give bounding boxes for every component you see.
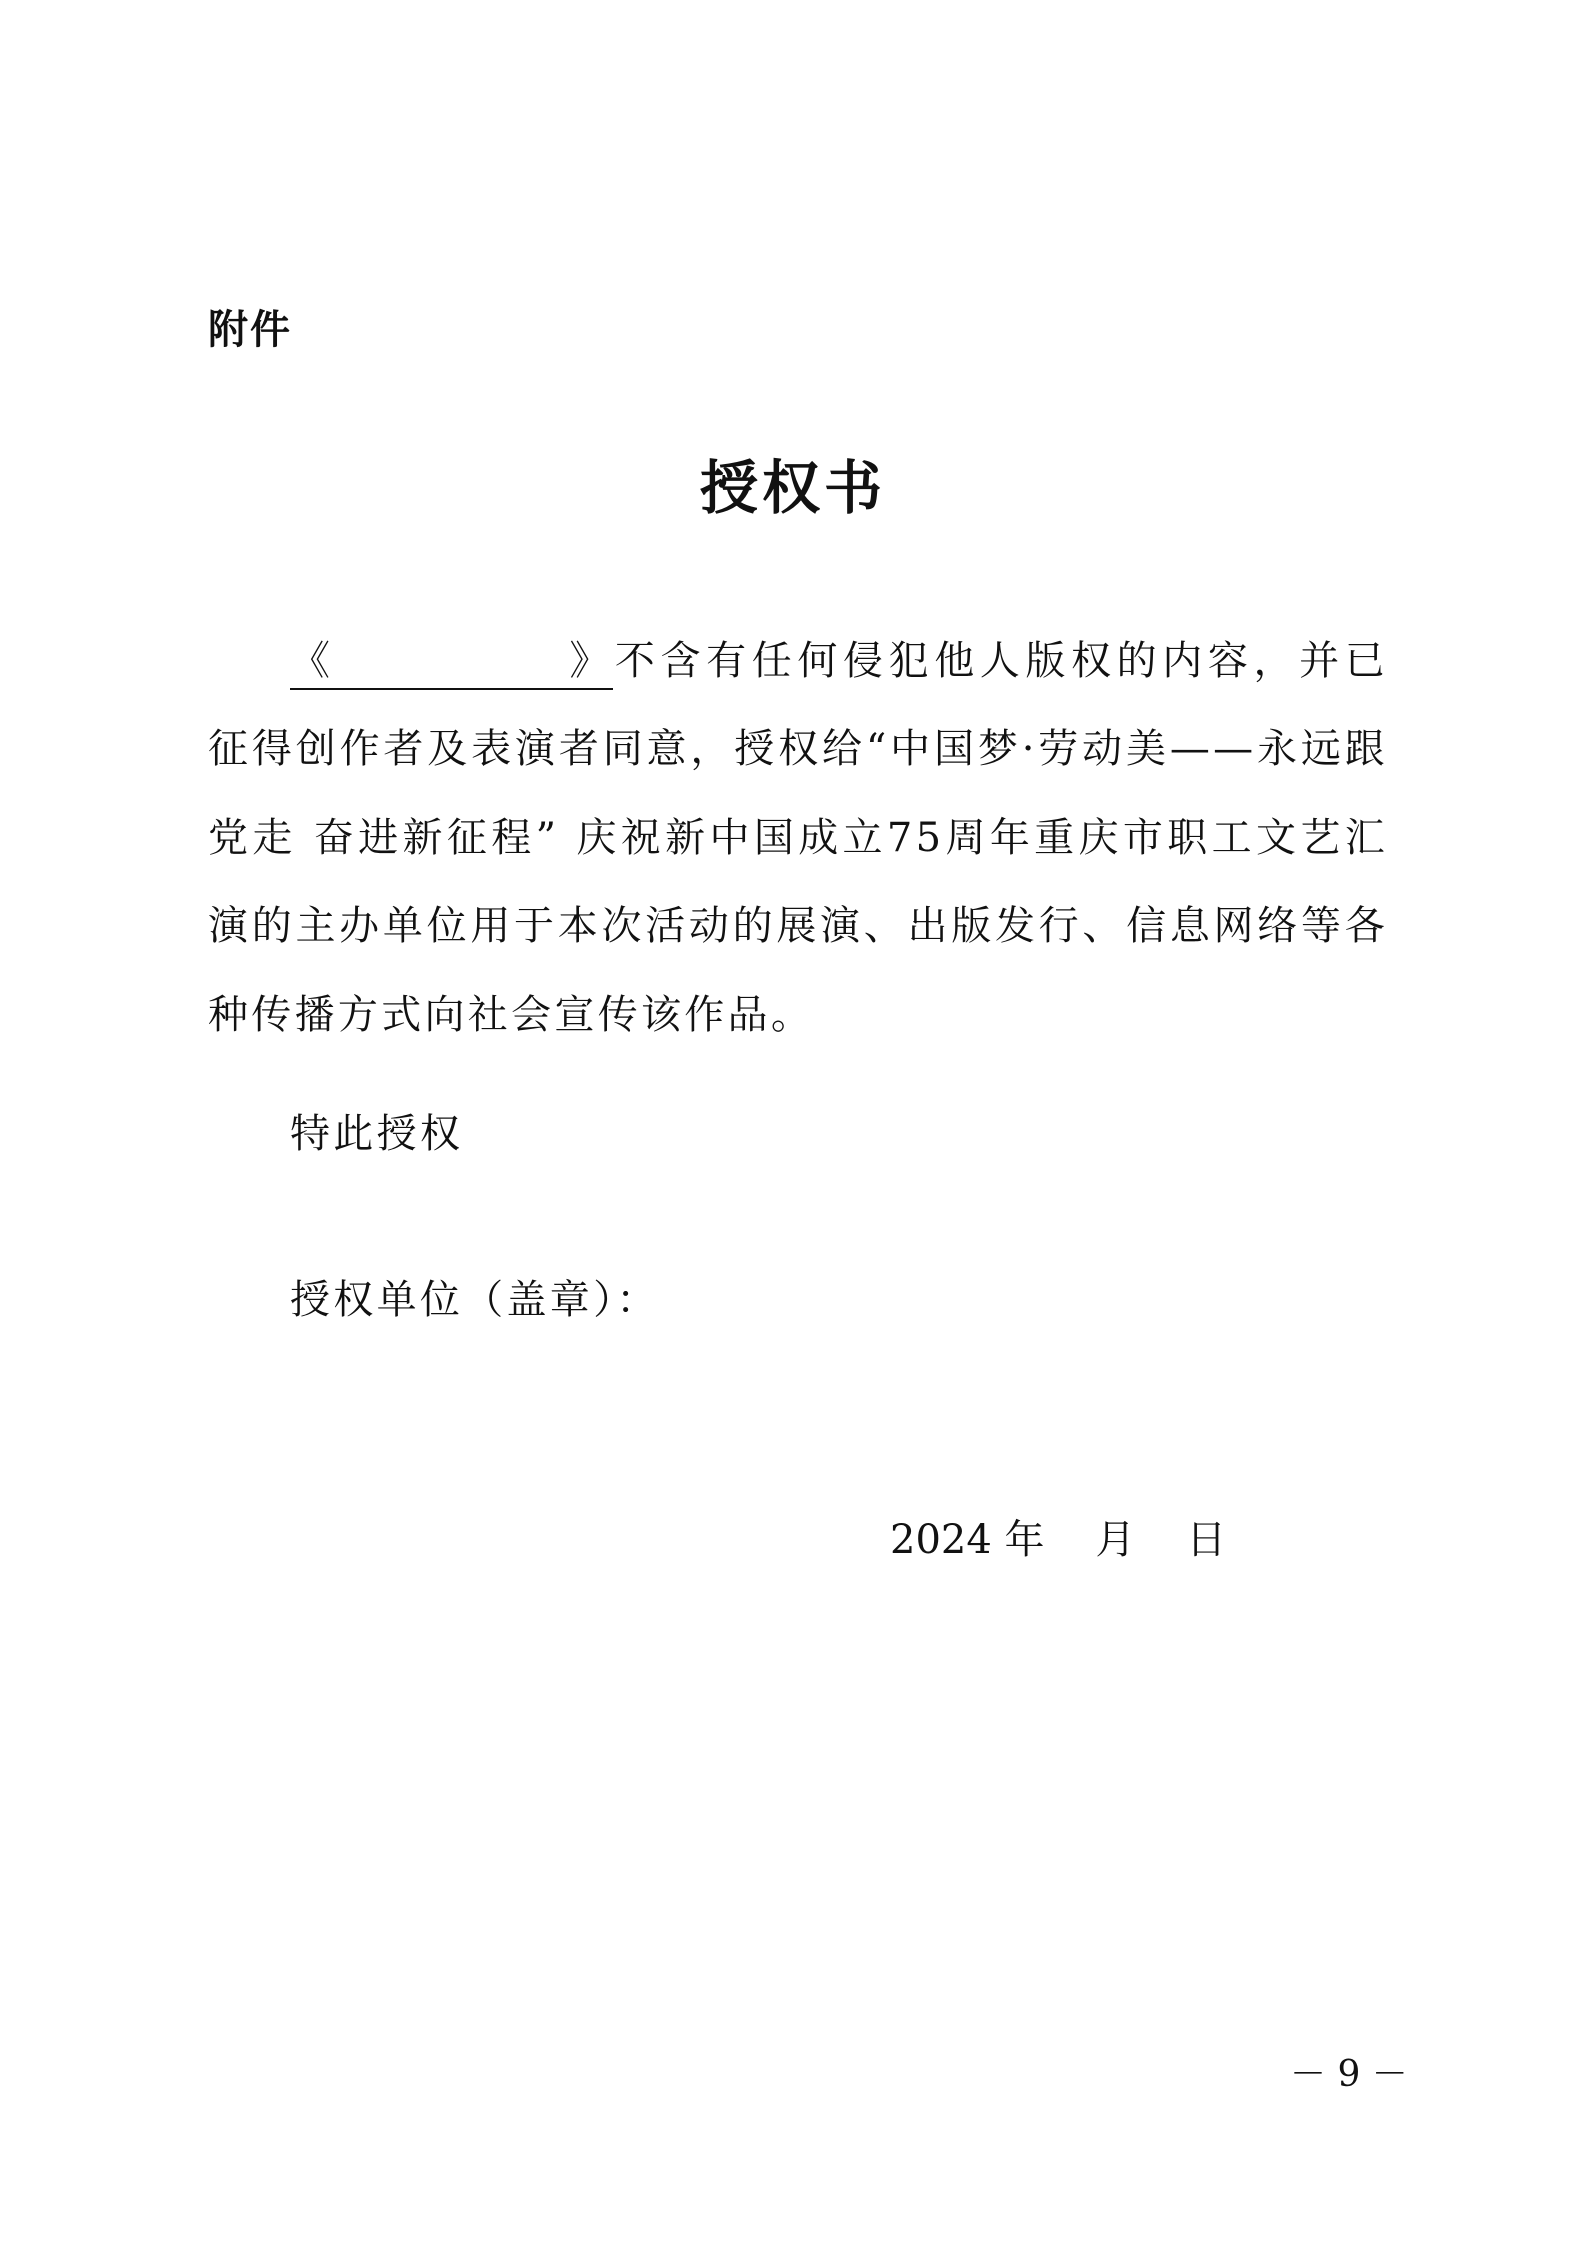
page-number: － 9 － <box>1290 2054 1408 2095</box>
authorization-paragraph <box>208 617 1388 1059</box>
attachment-label: 附件 <box>208 307 292 353</box>
year-unit: 年 <box>1004 1517 1045 1563</box>
paragraph-text: 不含有任何侵犯他人版权的内容，并已征得创作者及表演者同意，授权给“中国梦·劳动美——永远跟党走 奋进新征程” 庆祝新中国成立75周年重庆市职工文艺汇演的主办单位用于本次活动的展演、出版发行、信息网络等各种传播方式向社会宣传该作品。 <box>208 638 1388 1038</box>
special-authorization-line: 特此授权 <box>290 1111 464 1157</box>
page-number-value: 9 <box>1337 2054 1361 2095</box>
day-unit: 日 <box>1186 1517 1227 1563</box>
date-year: 2024 <box>890 1517 992 1563</box>
date-line <box>890 1510 1226 1570</box>
close-book-bracket: 》 <box>569 638 613 684</box>
authorizing-unit-label: 授权单位（盖章）： <box>290 1277 660 1323</box>
open-book-bracket: 《 <box>290 638 334 684</box>
document-title: 授权书 <box>699 454 886 522</box>
work-name-blank <box>290 634 613 690</box>
month-unit: 月 <box>1095 1517 1136 1563</box>
